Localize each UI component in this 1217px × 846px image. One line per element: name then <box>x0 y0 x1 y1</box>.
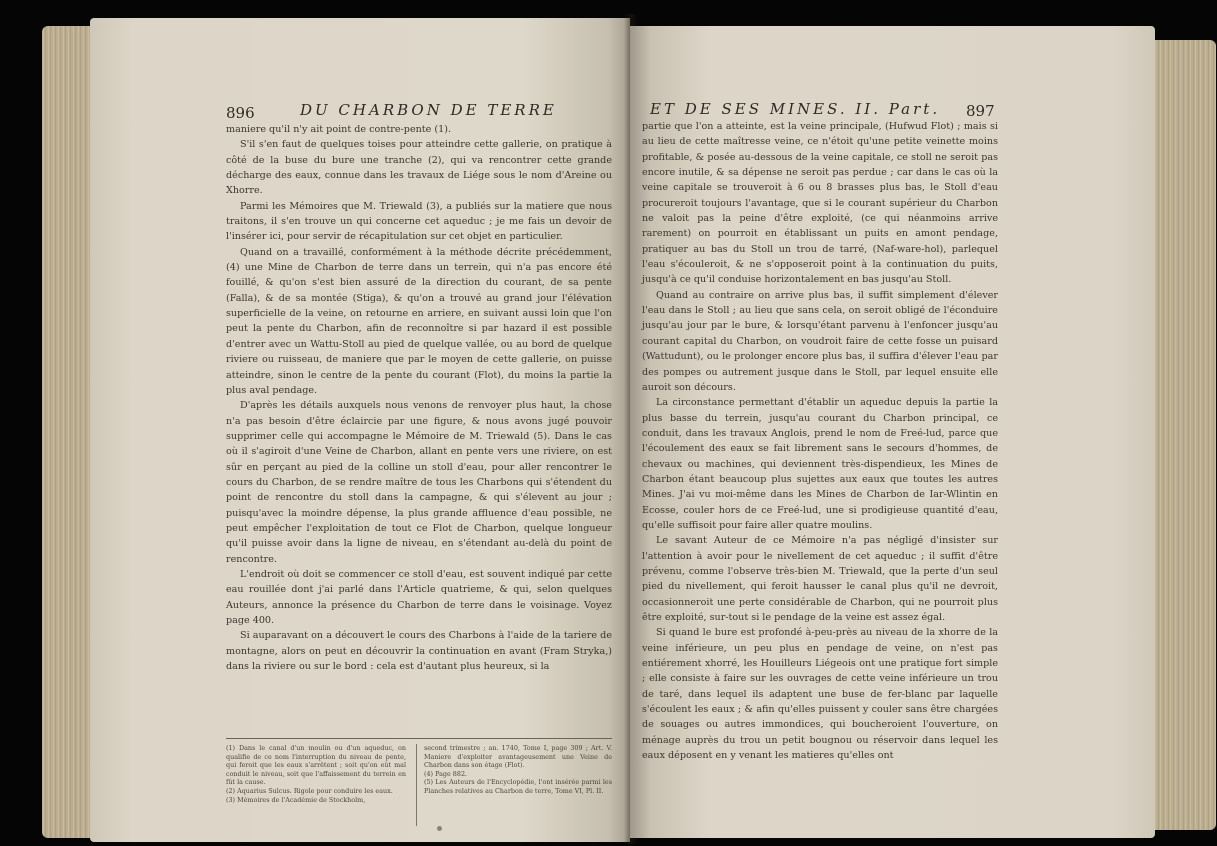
footnotes-left-column <box>226 744 406 804</box>
page-mark <box>437 826 442 831</box>
footnote: (2) Aquarius Sulcus. Rigole pour conduire les eaux. <box>226 786 393 795</box>
footnote: (4) Page 882. <box>424 769 468 778</box>
footnote: (3) Mémoires de l'Académie de Stockholm, <box>226 795 366 804</box>
left-running-head: DU CHARBON DE TERRE <box>300 101 557 119</box>
footnotes-right-column <box>424 744 612 796</box>
right-paragraph: partie que l'on a atteinte, est la veine principale, (Hufwud Flot) ; mais si au lieu de cette maîtresse veine, ce n'étoit qu'une petite veinette moins profitable, & posée au-dessous de la veine capitale, ce stoll ne seroit pas encore inutile, & sa dépense ne seroit pas perdue ; car dans le cas où la veine capitale se trouveroit à 6 ou 8 brasses plus bas, le Stoll d'eau procureroit toujours l'avantage, que si le courant supérieur du Charbon ne valoit pas la peine d'être exploité, (ce qui néanmoins arrive rarement) on pourroit en établissant un puits en amont pendage, pratiquer au bas du Stoll un trou de tarré, (Naf-ware-hol), parlequel l'eau s'écouleroit, & ne s'opposeroit point à la continuation du puits, jusqu'à ce qu'il conduise horizontalement en bas jusqu'au Stoll. <box>642 121 998 286</box>
left-paragraph: Quand on a travaillé, conformément à la méthode décrite précédemment, (4) une Mine de Charbon de terre dans un terrein, qui n'a pas encore été fouillé, & qu'on s'est bien assuré de la direction du courant, de sa pente (Falla), & de sa montée (Stiga), & qu'on a trouvé au grand jour l'élévation superficielle de la veine, on retourne en arriere, en suivant aussi loin que l'on peut la pente du Charbon, afin de reconnoître si par hazard il est possible d'entrer avec un Wattu-Stoll au pied de quelque vallée, ou au bord de quelque riviere ou ruisseau, de maniere que par le moyen de cette gallerie, on puisse atteindre, sinon le centre de la pente du courant (Flot), du moins la partie la plus aval pendage. <box>226 246 612 396</box>
right-page-stack <box>1152 40 1216 830</box>
left-paragraph: maniere qu'il n'y ait point de contre-pente (1). <box>226 124 452 135</box>
right-paragraph: Le savant Auteur de ce Mémoire n'a pas négligé d'insister sur l'attention à avoir pour le nivellement de cet aqueduc ; il suffit d'être prévenu, comme l'observe très-bien M. Triewald, que la perte d'un seul pied du nivellement, qui feroit hausser le canal plus qu'il ne devroit, occasionneroit une perte considérable de Charbon, qui ne pourroit plus être exploité, sur-tout si le pendage de la veine est assez égal. <box>642 535 998 623</box>
footnote-rule <box>226 738 612 739</box>
footnote: (5) Les Auteurs de l'Encyclopédie, l'ont insérée parmi les Planches relatives au Charbon de terre, Tome VI, Pl. II. <box>424 778 612 795</box>
footnote: (1) Dans le canal d'un moulin ou d'un aqueduc, on qualifie de ce nom l'interruption du niveau de pente, qui feroit que les eaux s'arrêtent ; soit qu'on eût mal conduit le niveau, soit que l'affaissement du terrein en fût la cause. <box>226 744 406 787</box>
right-paragraph: Si quand le bure est profondé à-peu-près au niveau de la xhorre de la veine inférieure, un peu plus en pendage de veine, on n'est pas entiérement xhorré, les Houilleurs Liégeois ont une pratique fort simple ; elle consiste à faire sur les ouvrages de cette veine inférieure un trou de taré, dans lequel ils adaptent une buse de fer-blanc par laquelle s'écoulent les eaux ; & afin qu'elles puissent y couler sans être chargées de souages ou autres immondices, qui boucheroient l'ouverture, on ménage auprès du trou un petit bougnou ou réservoir dans lequel les eaux déposent en y venant les matieres qu'elles ont <box>642 627 998 762</box>
footnote-divider <box>416 744 417 826</box>
left-page-stack <box>42 26 94 838</box>
right-page <box>630 26 1155 838</box>
right-running-head: ET DE SES MINES. II. Part. <box>650 100 941 118</box>
right-paragraph: Quand au contraire on arrive plus bas, il suffit simplement d'élever l'eau dans le Stoll ; au lieu que sans cela, on seroit obligé de l'éconduire jusqu'au jour par le bure, & lorsqu'étant parvenu à l'enfoncer jusqu'au courant capital du Charbon, on voudroit faire de cette fosse un puisard (Wattudunt), ou le prolonger encore plus bas, il suffira d'élever l'eau par des pompes ou autrement jusque dans le Stoll, par lequel ensuite elle auroit son décours. <box>642 289 998 393</box>
left-paragraph: Parmi les Mémoires que M. Triewald (3), a publiés sur la matiere que nous traitons, il s'en trouve un qui concerne cet aqueduc ; je me fais un devoir de l'insérer ici, pour servir de récapitulation sur cet objet en particulier. <box>226 200 612 243</box>
footnote: second trimestre ; an. 1740, Tome I, page 309 ; Art. V. Maniere d'exploiter avantageusement une Veine de Charbon dans son étage (Flot). <box>424 744 612 770</box>
left-paragraph: S'il s'en faut de quelques toises pour atteindre cette gallerie, on pratique à côté de la buse du bure une tranche (2), qui va rencontrer cette grande décharge des eaux, connue dans les travaux de Liége sous le nom d'Areine ou Xhorre. <box>226 139 612 197</box>
book <box>20 6 1200 842</box>
left-page <box>90 18 630 842</box>
left-body-text <box>226 122 612 674</box>
left-paragraph: Si auparavant on a découvert le cours des Charbons à l'aide de la tariere de montagne, alors on peut en découvrir la continuation en avant (Fram Stryka,) dans la riviere ou sur le bord : cela est d'autant plus heureux, si la <box>226 630 612 673</box>
left-page-number: 896 <box>226 104 255 122</box>
right-body-text <box>642 119 998 763</box>
left-paragraph: L'endroit où doit se commencer ce stoll d'eau, est souvent indiqué par cette eau rouillée dont j'ai parlé dans l'Article quatrieme, & qui, selon quelques Auteurs, annonce la présence du Charbon de terre dans le voisinage. Voyez page 400. <box>226 568 612 626</box>
right-paragraph: La circonstance permettant d'établir un aqueduc depuis la partie la plus basse du terrein, jusqu'au courant du Charbon principal, ce conduit, dans les travaux Anglois, prend le nom de Freé-lud, parce que l'écoulement des eaux se fait librement sans le secours d'hommes, de chevaux ou machines, qui deviennent très-dispendieux, les Mines de Charbon étant beaucoup plus sujettes aux eaux que toutes les autres Mines. J'ai vu moi-même dans les Mines de Charbon de Iar-Wlintin en Ecosse, couler hors de ce Freé-lud, une si prodigieuse quantité d'eau, qu'elle suffisoit pour faire aller quatre moulins. <box>642 397 998 531</box>
right-page-number: 897 <box>966 102 995 120</box>
left-paragraph: D'après les détails auxquels nous venons de renvoyer plus haut, la chose n'a pas besoin d'être éclaircie par une figure, & nous avons jugé pouvoir supprimer celle qui accompagne le Mémoire de M. Triewald (5). Dans le cas où il s'agiroit d'une Veine de Charbon, allant en pente vers une riviere, on est sûr en perçant au pied de la colline un stoll d'eau, pour aller rencontrer le cours du Charbon, de se rendre maître de tous les Charbons qui s'étendent du point de rencontre du stoll dans la campagne, & qui s'élevent au jour ; puisqu'avec la moindre dépense, la plus grande affluence d'eau possible, ne peut empêcher l'exploitation de tout ce Flot de Charbon, quelque longueur qu'il puisse avoir dans la ligne de niveau, en s'étendant au-delà du point de rencontre. <box>226 400 612 565</box>
